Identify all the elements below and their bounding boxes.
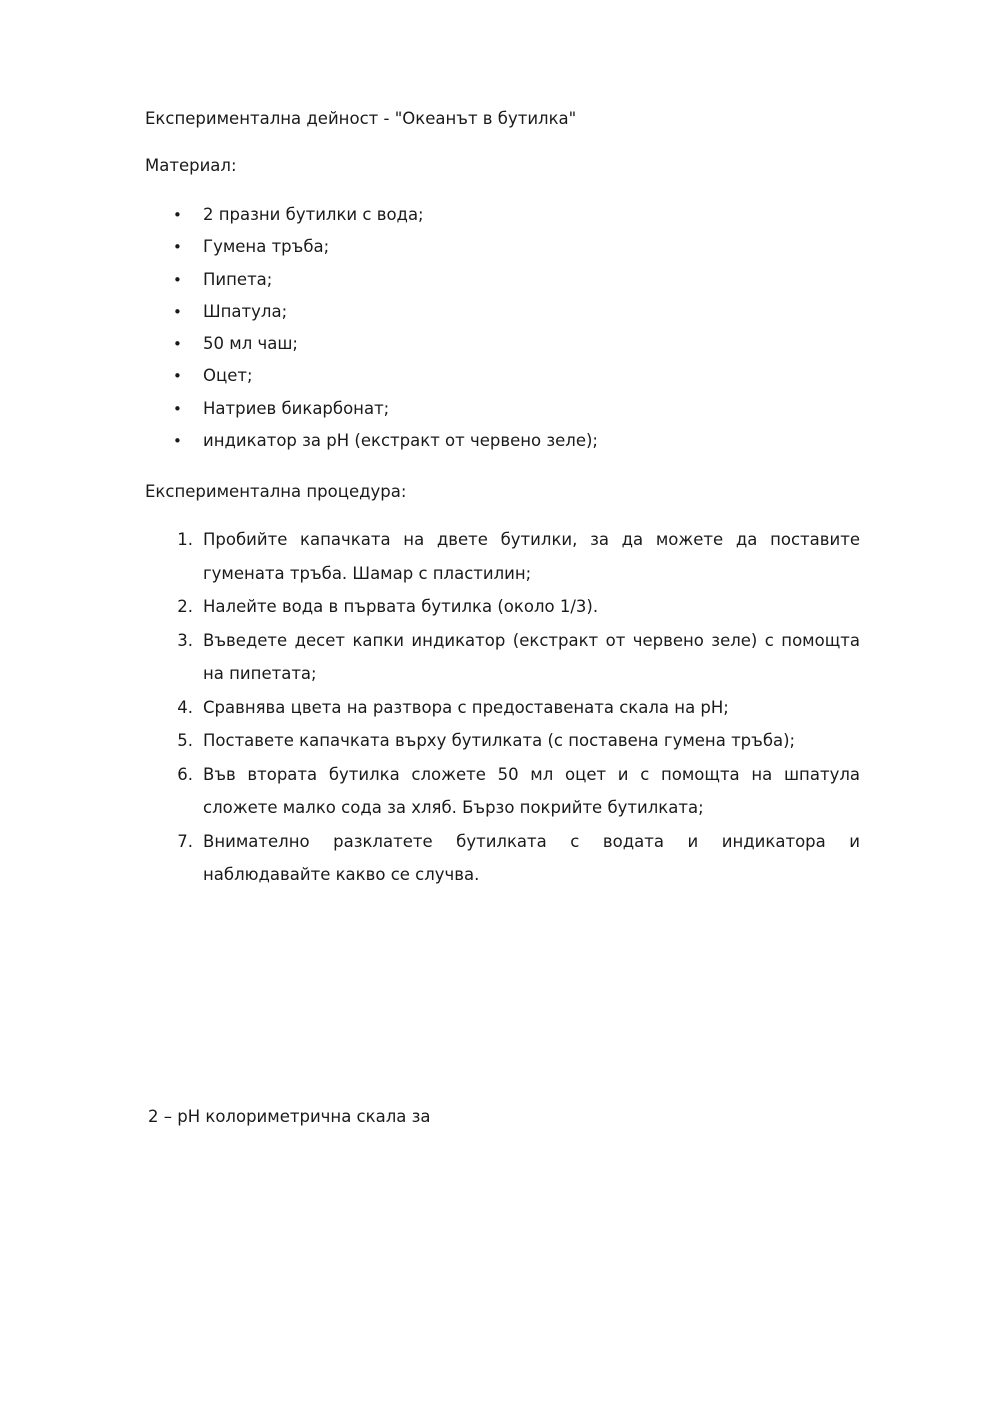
page-title: Експериментална дейност - "Океанът в бутилка" — [145, 109, 577, 128]
step-text: Във втората бутилка сложете 50 мл оцет и с помощта на шпатула сложете малко сода за хляб. Бързо покрийте бутилката; — [203, 764, 860, 818]
procedure-heading: Експериментална процедура: — [145, 482, 407, 502]
step-number: 1. — [177, 530, 193, 550]
step-text: Налейте вода в първата бутилка (около 1/3). — [203, 597, 599, 617]
bullet-icon: • — [173, 238, 182, 257]
list-item — [145, 231, 860, 263]
procedure-step — [145, 624, 860, 691]
list-item-label: Натриев бикарбонат; — [203, 398, 390, 418]
list-item — [145, 264, 860, 296]
bullet-icon: • — [173, 367, 182, 386]
list-item — [145, 393, 860, 425]
step-text: Внимателно разклатете бутилката с водата и индикатора и наблюдавайте какво се случва. — [203, 831, 860, 885]
materials-heading: Материал: — [145, 156, 237, 175]
step-number: 2. — [177, 597, 193, 617]
materials-list — [145, 199, 860, 457]
bullet-icon: • — [173, 206, 182, 224]
step-text: Пробийте капачката на двете бутилки, за да можете да поставите гумената тръба. Шамар с пластилин; — [203, 530, 860, 583]
list-item — [145, 328, 860, 360]
step-number: 7. — [177, 831, 193, 851]
step-number: 5. — [177, 731, 193, 751]
step-number: 3. — [177, 630, 193, 650]
step-number: 6. — [177, 764, 193, 784]
bullet-icon: • — [173, 270, 182, 289]
procedure-step — [145, 825, 860, 892]
list-item-label: Пипета; — [203, 269, 273, 289]
list-item — [145, 425, 860, 457]
procedure-step — [145, 758, 860, 825]
list-item-label: Оцет; — [203, 366, 253, 386]
step-text: Поставете капачката върху бутилката (с поставена гумена тръба); — [203, 731, 796, 751]
procedure-step — [145, 691, 860, 725]
list-item-label: индикатор за pH (екстракт от червено зеле); — [203, 431, 598, 451]
step-text: Въведете десет капки индикатор (екстракт от червено зеле) с помощта на пипетата; — [203, 630, 860, 684]
list-item-label: 50 мл чаш; — [203, 334, 298, 354]
bullet-icon: • — [173, 432, 182, 451]
list-item-label: Шпатула; — [203, 301, 288, 321]
list-item-label: 2 празни бутилки с вода; — [203, 205, 424, 224]
document-body — [145, 108, 860, 892]
procedure-step — [145, 590, 860, 624]
bullet-icon: • — [173, 399, 182, 418]
bullet-icon: • — [173, 335, 182, 354]
list-item — [145, 296, 860, 328]
procedure-step — [145, 523, 860, 590]
list-item — [145, 199, 860, 231]
list-item — [145, 360, 860, 392]
step-text: Сравнява цвета на разтвора с предоставената скала на pH; — [203, 697, 729, 717]
procedure-step — [145, 724, 860, 758]
list-item-label: Гумена тръба; — [203, 237, 330, 257]
figure-caption: 2 – pH колориметрична скала за — [148, 1107, 431, 1126]
procedure-list — [145, 523, 860, 892]
bullet-icon: • — [173, 302, 182, 321]
step-number: 4. — [177, 697, 193, 717]
